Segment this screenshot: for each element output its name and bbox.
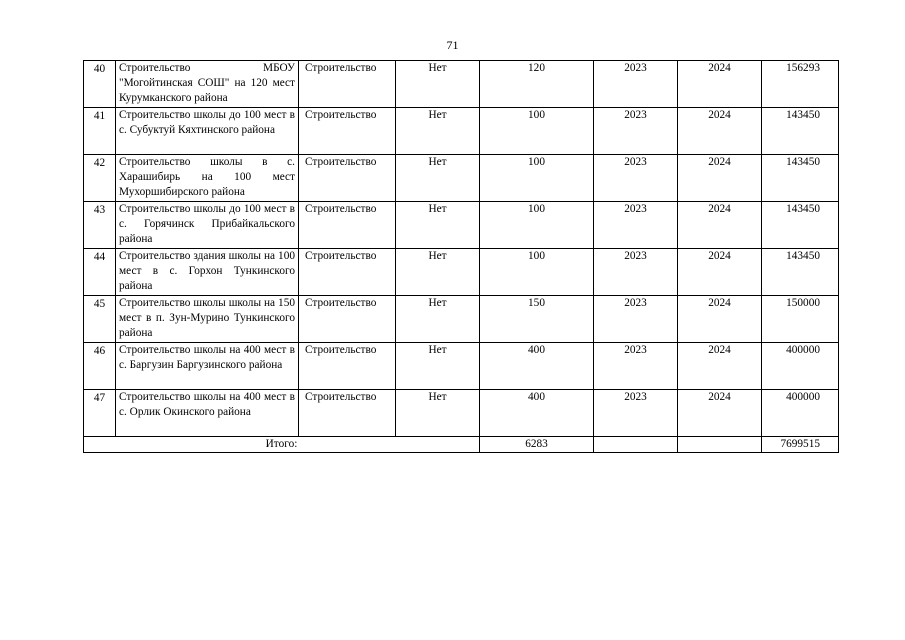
row-number-cell: 47 xyxy=(84,390,116,437)
cost-cell: 143450 xyxy=(762,202,839,249)
page-number: 71 xyxy=(446,38,459,52)
end-year-cell: 2024 xyxy=(678,108,762,155)
cost-cell: 150000 xyxy=(762,296,839,343)
start-year-cell: 2023 xyxy=(594,61,678,108)
row-number-cell: 41 xyxy=(84,108,116,155)
total-empty-end xyxy=(678,437,762,453)
table-row xyxy=(84,108,839,155)
cost-cell: 143450 xyxy=(762,249,839,296)
table-row xyxy=(84,390,839,437)
project-name-cell: Строительство школы на 400 мест в с. Орлик Окинского района xyxy=(116,390,299,437)
table-body xyxy=(84,61,839,453)
row-number-cell: 40 xyxy=(84,61,116,108)
row-number-cell: 46 xyxy=(84,343,116,390)
work-type-cell: Строительство xyxy=(299,249,396,296)
start-year-cell: 2023 xyxy=(594,249,678,296)
project-name-cell: Строительство здания школы на 100 мест в с. Горхон Тункинского района xyxy=(116,249,299,296)
start-year-cell: 2023 xyxy=(594,155,678,202)
work-type-cell: Строительство xyxy=(299,296,396,343)
project-name-cell: Строительство школы до 100 мест в с. Горячинск Прибайкальского района xyxy=(116,202,299,249)
capacity-cell: 100 xyxy=(480,155,594,202)
end-year-cell: 2024 xyxy=(678,61,762,108)
row-number-cell: 44 xyxy=(84,249,116,296)
end-year-cell: 2024 xyxy=(678,249,762,296)
start-year-cell: 2023 xyxy=(594,343,678,390)
project-name-cell: Строительство школы в с. Харашибирь на 100 мест Мухоршибирского района xyxy=(116,155,299,202)
cost-cell: 400000 xyxy=(762,343,839,390)
project-name-cell: Строительство МБОУ "Могойтинская СОШ" на 120 мест Курумканского района xyxy=(116,61,299,108)
cost-cell: 143450 xyxy=(762,155,839,202)
project-name-cell: Строительство школы на 400 мест в с. Баргузин Баргузинского района xyxy=(116,343,299,390)
start-year-cell: 2023 xyxy=(594,202,678,249)
capacity-cell: 150 xyxy=(480,296,594,343)
row-number-cell: 43 xyxy=(84,202,116,249)
table-row xyxy=(84,343,839,390)
row-number-cell: 45 xyxy=(84,296,116,343)
total-row xyxy=(84,437,839,453)
flag-cell: Нет xyxy=(396,108,480,155)
row-number-cell: 42 xyxy=(84,155,116,202)
work-type-cell: Строительство xyxy=(299,343,396,390)
capacity-cell: 100 xyxy=(480,202,594,249)
start-year-cell: 2023 xyxy=(594,296,678,343)
flag-cell: Нет xyxy=(396,61,480,108)
total-empty-start xyxy=(594,437,678,453)
end-year-cell: 2024 xyxy=(678,155,762,202)
project-name-cell: Строительство школы до 100 мест в с. Субуктуй Кяхтинского района xyxy=(116,108,299,155)
table-row xyxy=(84,202,839,249)
capacity-cell: 100 xyxy=(480,108,594,155)
cost-cell: 143450 xyxy=(762,108,839,155)
work-type-cell: Строительство xyxy=(299,390,396,437)
flag-cell: Нет xyxy=(396,343,480,390)
flag-cell: Нет xyxy=(396,155,480,202)
flag-cell: Нет xyxy=(396,249,480,296)
cost-cell: 156293 xyxy=(762,61,839,108)
work-type-cell: Строительство xyxy=(299,155,396,202)
cost-cell: 400000 xyxy=(762,390,839,437)
table-row xyxy=(84,249,839,296)
capacity-cell: 400 xyxy=(480,343,594,390)
end-year-cell: 2024 xyxy=(678,202,762,249)
start-year-cell: 2023 xyxy=(594,108,678,155)
table-row xyxy=(84,155,839,202)
total-capacity: 6283 xyxy=(480,437,594,453)
end-year-cell: 2024 xyxy=(678,296,762,343)
flag-cell: Нет xyxy=(396,296,480,343)
work-type-cell: Строительство xyxy=(299,202,396,249)
construction-table xyxy=(83,60,839,453)
work-type-cell: Строительство xyxy=(299,108,396,155)
end-year-cell: 2024 xyxy=(678,343,762,390)
end-year-cell: 2024 xyxy=(678,390,762,437)
flag-cell: Нет xyxy=(396,390,480,437)
start-year-cell: 2023 xyxy=(594,390,678,437)
capacity-cell: 100 xyxy=(480,249,594,296)
table-row xyxy=(84,296,839,343)
flag-cell: Нет xyxy=(396,202,480,249)
capacity-cell: 400 xyxy=(480,390,594,437)
project-name-cell: Строительство школы школы на 150 мест в п. Зун-Мурино Тункинского района xyxy=(116,296,299,343)
table-row xyxy=(84,61,839,108)
total-label: Итого: xyxy=(84,437,480,453)
work-type-cell: Строительство xyxy=(299,61,396,108)
capacity-cell: 120 xyxy=(480,61,594,108)
total-cost: 7699515 xyxy=(762,437,839,453)
